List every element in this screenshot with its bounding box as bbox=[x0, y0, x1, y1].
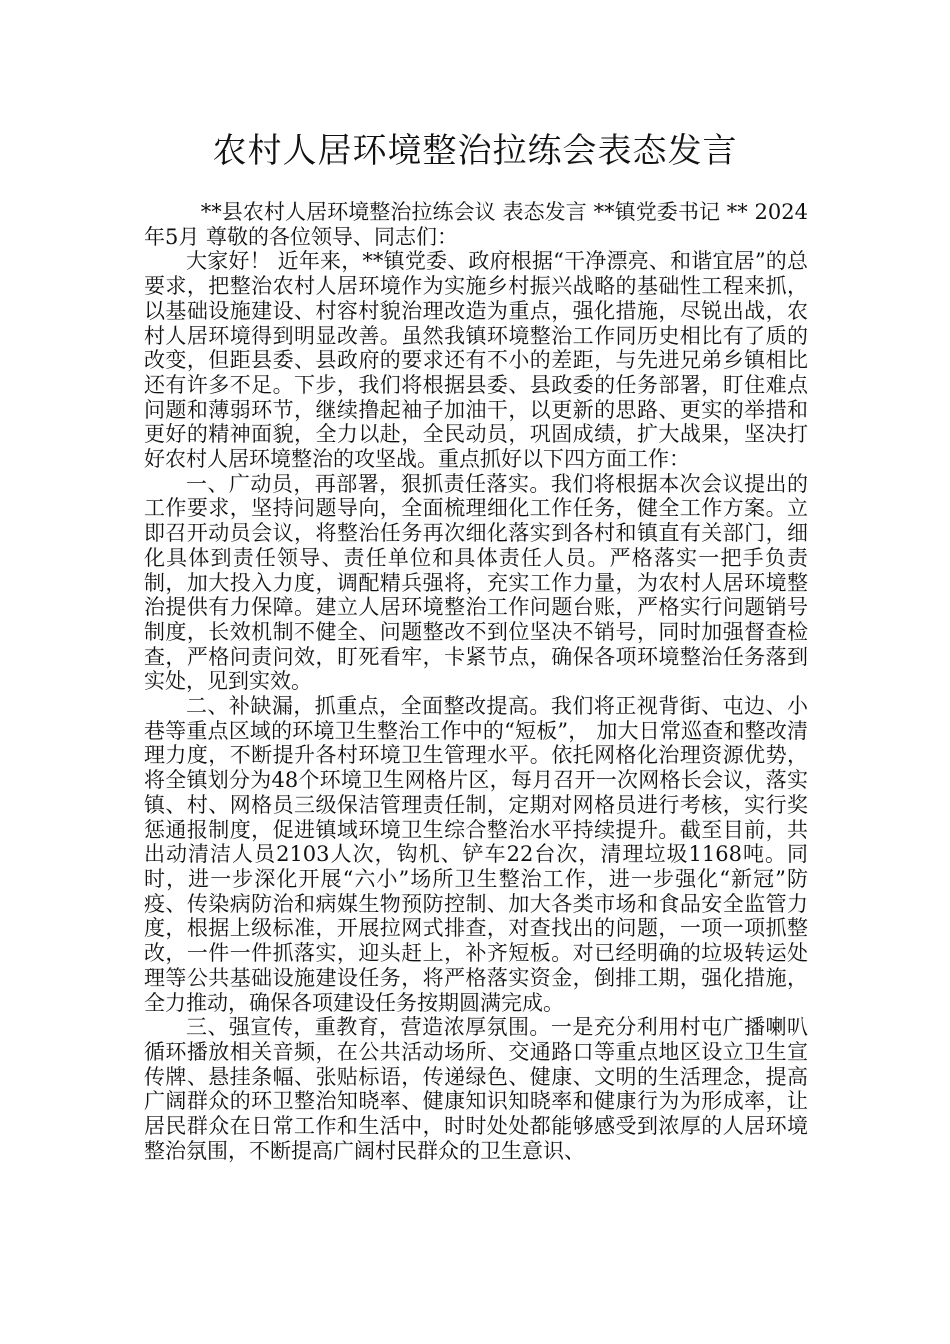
document-body bbox=[144, 200, 808, 1163]
paragraph-section-2: 二、补缺漏，抓重点，全面整改提高。我们将正视背街、屯边、小巷等重点区域的环境卫生整治工作中的“短板”， 加大日常巡查和整改清理力度，不断提升各村环境卫生管理水平。依托网格化治理资源优势，将全镇划分为48个环境卫生网格片区，每月召开一次网格长会议，落实镇、村、网格员三级保洁管理责任制，定期对网格员进行考核，实行奖惩通报制度，促进镇域环境卫生综合整治水平持续提升。截至目前，共出动清洁人员2103人次，钩机、铲车22台次，清理垃圾1168吨。同时，进一步深化开展“六小”场所卫生整治工作，进一步强化“新冠”防疫、传染病防治和病媒生物预防控制、加大各类市场和食品安全监管力度，根据上级标准，开展拉网式排查，对查找出的问题，一项一项抓整改，一件一件抓落实，迎头赶上，补齐短板。对已经明确的垃圾转运处理等公共基础设施建设任务，将严格落实资金，倒排工期，强化措施，全力推动，确保各项建设任务按期圆满完成。 bbox=[144, 694, 808, 1015]
paragraph-opening: 大家好！ 近年来，**镇党委、政府根据“干净漂亮、和谐宜居”的总要求，把整治农村人居环境作为实施乡村振兴战略的基础性工程来抓，以基础设施建设、村容村貌治理改造为重点，强化措施，尽锐出战，农村人居环境得到明显改善。虽然我镇环境整治工作同历史相比有了质的改变，但距县委、县政府的要求还有不小的差距，与先进兄弟乡镇相比还有许多不足。下步，我们将根据县委、县政委的任务部署，盯住难点问题和薄弱环节，继续撸起袖子加油干，以更新的思路、更实的举措和更好的精神面貌，全力以赴，全民动员，巩固成绩，扩大战果，坚决打好农村人居环境整治的攻坚战。重点抓好以下四方面工作： bbox=[144, 249, 808, 472]
paragraph-section-3: 三、强宣传，重教育，营造浓厚氛围。一是充分利用村屯广播喇叭循环播放相关音频，在公共活动场所、交通路口等重点地区设立卫生宣传牌、悬挂条幅、张贴标语，传递绿色、健康、文明的生活理念，提高广阔群众的环卫整治知晓率、健康知识知晓率和健康行为为形成率，让居民群众在日常工作和生活中，时时处处都能够感受到浓厚的人居环境整治氛围，不断提高广阔村民群众的卫生意识、 bbox=[144, 1015, 808, 1163]
paragraph-section-1: 一、广动员，再部署，狠抓责任落实。我们将根据本次会议提出的工作要求，坚持问题导向，全面梳理细化工作任务，健全工作方案。立即召开动员会议，将整治任务再次细化落实到各村和镇直有关部门，细化具体到责任领导、责任单位和具体责任人员。严格落实一把手负责制，加大投入力度，调配精兵强将，充实工作力量，为农村人居环境整治提供有力保障。建立人居环境整治工作问题台账，严格实行问题销号制度，长效机制不健全、问题整改不到位坚决不销号，同时加强督查检查，严格问责问效，盯死看牢，卡紧节点，确保各项环境整治任务落到实处，见到实效。 bbox=[144, 471, 808, 694]
paragraph-header: **县农村人居环境整治拉练会议 表态发言 **镇党委书记 ** 2024年5月 尊敬的各位领导、同志们： bbox=[144, 200, 808, 249]
document-title: 农村人居环境整治拉练会表态发言 bbox=[212, 131, 738, 171]
